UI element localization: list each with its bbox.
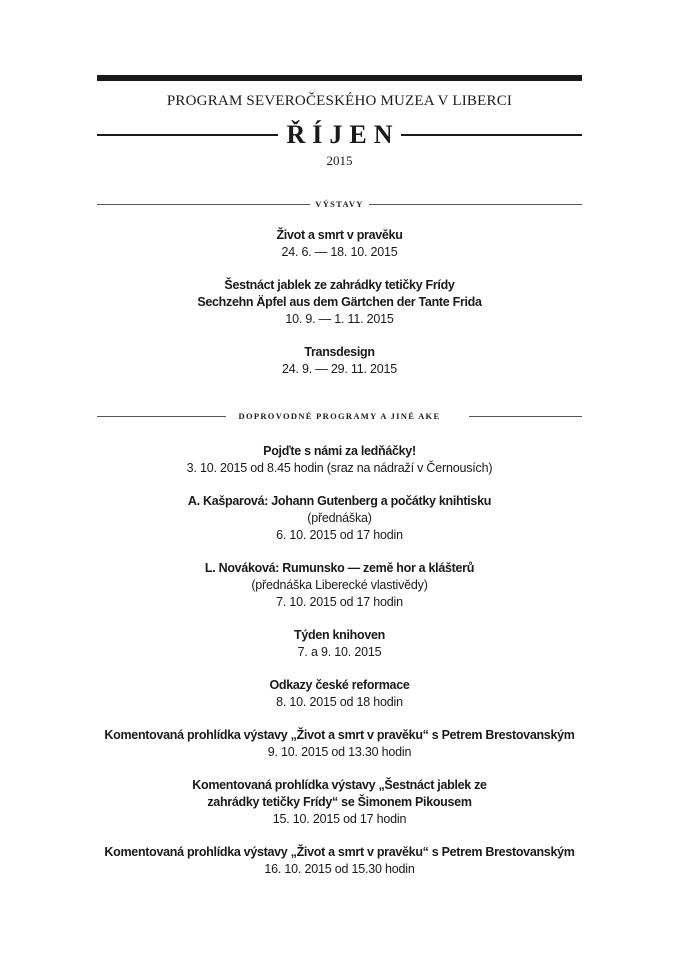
event-title: Šestnáct jablek ze zahrádky tetičky Frídy [224, 278, 455, 292]
year: 2015 [326, 153, 353, 168]
top-rule [97, 75, 582, 81]
section-rule-right [469, 416, 582, 417]
event-item [0, 344, 679, 378]
programs-heading [97, 409, 582, 423]
exhibitions-heading-label: VÝSTAVY [315, 199, 364, 209]
event-title: Týden knihoven [294, 628, 385, 642]
event-item [0, 727, 679, 761]
event-detail: 10. 9. — 1. 11. 2015 [285, 312, 394, 326]
event-detail: 8. 10. 2015 od 18 hodin [276, 695, 403, 709]
event-title: Komentovaná prohlídka výstavy „Šestnáct jablek ze [192, 778, 487, 792]
event-item [0, 493, 679, 544]
event-title: L. Nováková: Rumunsko — země hor a klášterů [204, 561, 475, 575]
event-detail: 16. 10. 2015 od 15.30 hodin [264, 862, 415, 876]
event-detail: 24. 9. — 29. 11. 2015 [281, 362, 398, 376]
event-detail: 7. a 9. 10. 2015 [297, 645, 382, 659]
event-item [0, 677, 679, 711]
event-title: zahrádky tetičky Frídy“ se Šimonem Pikousem [207, 795, 472, 809]
exhibitions-list [0, 227, 679, 394]
event-title: Komentovaná prohlídka výstavy „Život a smrt v pravěku“ s Petrem Brestovanským [104, 845, 575, 859]
event-item [0, 227, 679, 261]
event-detail: 6. 10. 2015 od 17 hodin [276, 528, 403, 542]
event-title: Život a smrt v pravěku [276, 228, 403, 242]
event-detail: (přednáška Liberecké vlastivědy) [251, 578, 428, 592]
month-header [97, 118, 582, 152]
event-detail: 3. 10. 2015 od 8.45 hodin (sraz na nádraží v Černousích) [186, 461, 493, 475]
event-item [0, 443, 679, 477]
section-rule-right [369, 204, 582, 205]
event-title: Odkazy české reformace [269, 678, 410, 692]
event-item [0, 777, 679, 828]
event-detail: (přednáška) [307, 511, 372, 525]
event-detail: 7. 10. 2015 od 17 hodin [276, 595, 403, 609]
event-detail: 9. 10. 2015 od 13.30 hodin [267, 745, 412, 759]
programs-heading-label: DOPROVODNÉ PROGRAMY A JINÉ AKE [238, 411, 441, 421]
event-detail: 15. 10. 2015 od 17 hodin [272, 812, 407, 826]
event-title: Komentovaná prohlídka výstavy „Život a smrt v pravěku“ s Petrem Brestovanským [104, 728, 575, 742]
event-title: Transdesign [304, 345, 375, 359]
exhibitions-heading [97, 197, 582, 211]
event-detail: 24. 6. — 18. 10. 2015 [281, 245, 398, 259]
event-item [0, 560, 679, 611]
event-title: A. Kašparová: Johann Gutenberg a počátky knihtisku [187, 494, 492, 508]
event-title: Sechzehn Äpfel aus dem Gärtchen der Tante Frida [197, 295, 482, 309]
museum-title: PROGRAM SEVEROČESKÉHO MUZEA V LIBERCI [166, 93, 513, 109]
event-item [0, 844, 679, 878]
month-rule-right [401, 134, 582, 136]
programs-list [0, 443, 679, 894]
month-title: ŘÍJEN [286, 120, 400, 149]
event-item [0, 627, 679, 661]
event-title: Pojďte s námi za ledňáčky! [263, 444, 416, 458]
event-item [0, 277, 679, 328]
